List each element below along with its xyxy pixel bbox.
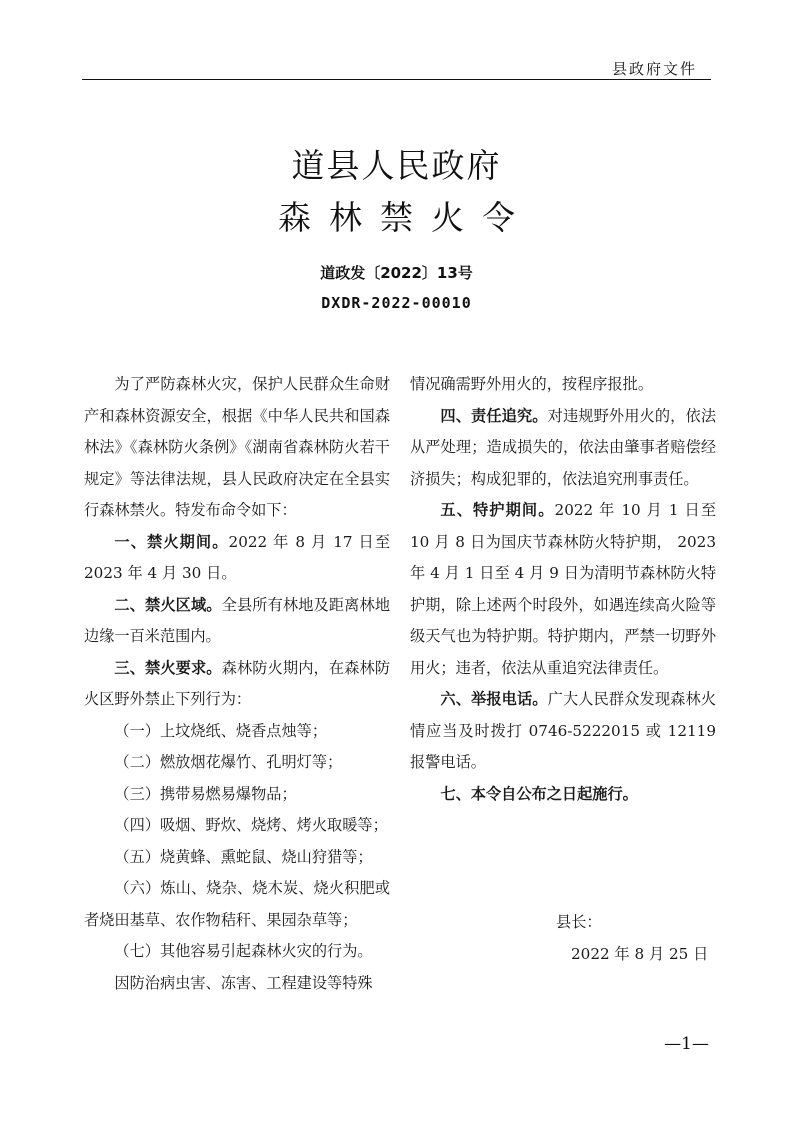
signatory-title: 县长： [556, 913, 602, 931]
document-title: 森林禁火令 [278, 198, 533, 237]
prohibited-item: （一）上坟烧纸、烧香点烛等； [114, 721, 328, 740]
document-number: 道政发〔2022〕13号 [320, 264, 473, 282]
section-5-heading: 五、特护期间。 [440, 501, 555, 519]
header-label: 县政府文件 [611, 60, 697, 78]
section-6-body: 广大人民群众发现森林火情应当及时拨打 0746-5222015 或 12119 报警电话。 [410, 690, 717, 771]
prohibited-item: （三）携带易燃易爆物品； [114, 784, 297, 803]
prohibited-item: （六）炼山、烧杂、烧木炭、烧火积肥或者烧田基草、农作物秸秆、果园杂草等； [84, 879, 390, 929]
exception-paragraph-end: 情况确需野外用火的，按程序报批。 [410, 375, 653, 393]
prohibited-item: （二）燃放烟花爆竹、孔明灯等； [114, 753, 343, 771]
page-number: —1— [664, 1034, 709, 1054]
prohibited-item: （七）其他容易引起森林火灾的行为。 [114, 942, 373, 960]
section-5-body: 2022 年 10 月 1 日至 10 月 8 日为国庆节森林防火特护期， 2023 年 4 月 1 日至 4 月 9 日为清明节森林防火特护期，除上述两个时段外，如遇连续高火险等级天气也为特护期。特护期内，严禁一切野外用火；违者，依法从重追究法律责任。 [410, 501, 717, 677]
right-column [410, 369, 716, 810]
section-5 [410, 495, 716, 684]
section-3 [84, 653, 390, 716]
section-4-heading: 四、责任追究。 [440, 406, 548, 425]
header-rule [82, 79, 711, 80]
section-2-body: 全县所有林地及距离林地边缘一百米范围内。 [84, 595, 391, 645]
section-1-body: 2022 年 8 月 17 日至 2023 年 4 月 30 日。 [84, 532, 391, 582]
section-1-heading: 一、禁火期间。 [114, 532, 229, 551]
section-6 [410, 684, 716, 779]
section-6-heading: 六、举报电话。 [440, 690, 548, 708]
section-4-body: 对违规野外用火的，依法从严处理；造成损失的，依法由肇事者赔偿经济损失；构成犯罪的，依法追究刑事责任。 [410, 406, 717, 488]
section-2 [84, 590, 390, 653]
signature-date: 2022 年 8 月 25 日 [571, 945, 709, 963]
prohibited-item: （四）吸烟、野炊、烧烤、烤火取暖等； [114, 816, 388, 834]
left-column [84, 369, 390, 999]
prohibited-item: （五）烧黄蜂、熏蛇鼠、烧山狩猎等； [114, 847, 373, 866]
section-7: 七、本令自公布之日起施行。 [440, 784, 638, 803]
section-3-body: 森林防火期内，在森林防火区野外禁止下列行为： [84, 658, 391, 708]
issuer-title: 道县人民政府 [291, 146, 502, 185]
section-3-heading: 三、禁火要求。 [114, 658, 222, 677]
section-4 [410, 401, 716, 496]
registration-number: DXDR-2022-00010 [321, 294, 472, 312]
section-2-heading: 二、禁火区域。 [114, 595, 222, 614]
exception-paragraph-start: 因防治病虫害、冻害、工程建设等特殊 [114, 973, 373, 992]
section-1 [84, 527, 390, 590]
intro-paragraph: 为了严防森林火灾，保护人民群众生命财产和森林资源安全，根据《中华人民共和国森林法》《森林防火条例》《湖南省森林防火若干规定》等法律法规，县人民政府决定在全县实行森林禁火。特发布命令如下： [84, 375, 390, 519]
